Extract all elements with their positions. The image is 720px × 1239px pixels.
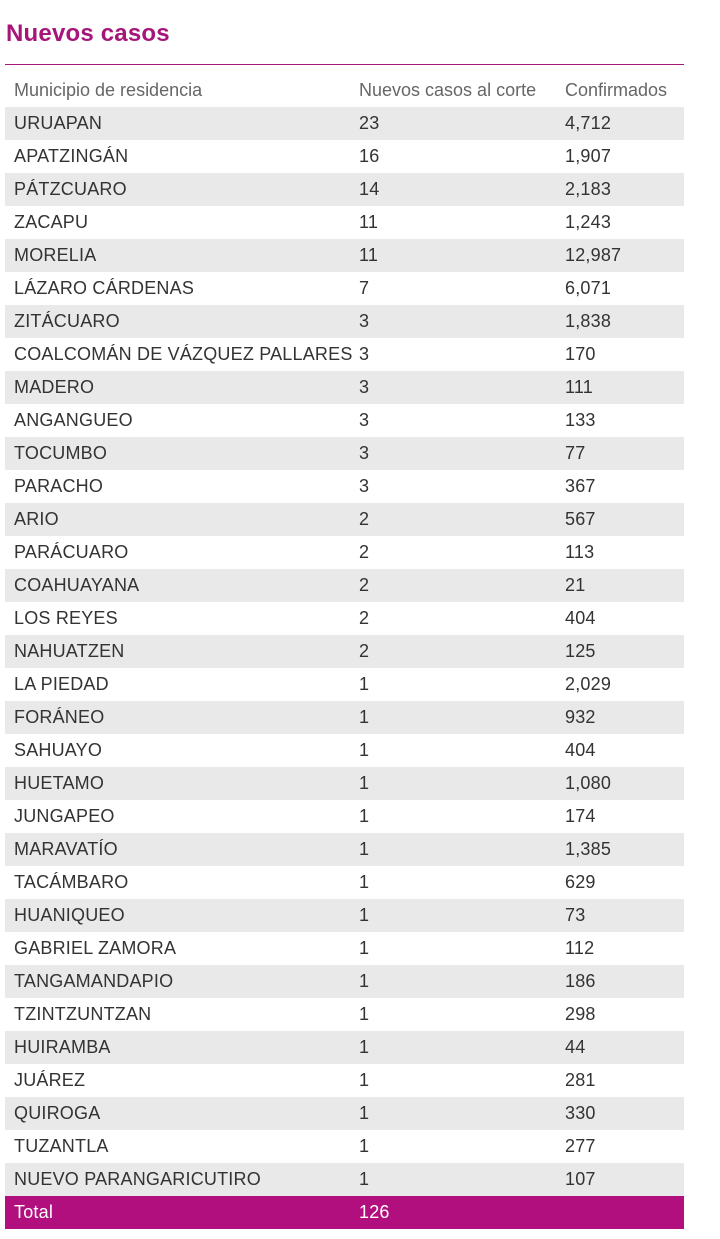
cell-confirmados: 1,838 <box>556 305 684 338</box>
cell-confirmados: 4,712 <box>556 107 684 140</box>
table-row <box>5 1163 684 1196</box>
cell-nuevos: 3 <box>350 338 556 371</box>
cell-nuevos: 1 <box>350 1130 556 1163</box>
cell-municipio: URUAPAN <box>5 107 350 140</box>
cell-nuevos: 1 <box>350 899 556 932</box>
cell-nuevos: 3 <box>350 470 556 503</box>
cell-confirmados: 2,183 <box>556 173 684 206</box>
cell-confirmados: 113 <box>556 536 684 569</box>
cell-municipio: FORÁNEO <box>5 701 350 734</box>
cell-nuevos: 3 <box>350 437 556 470</box>
table-row <box>5 635 684 668</box>
cell-nuevos: 2 <box>350 569 556 602</box>
cell-confirmados: 277 <box>556 1130 684 1163</box>
cell-municipio: LOS REYES <box>5 602 350 635</box>
cell-municipio: APATZINGÁN <box>5 140 350 173</box>
cell-confirmados: 367 <box>556 470 684 503</box>
table-body <box>5 107 684 1196</box>
table-row <box>5 668 684 701</box>
cell-nuevos: 1 <box>350 833 556 866</box>
cell-nuevos: 11 <box>350 206 556 239</box>
cell-nuevos: 3 <box>350 305 556 338</box>
cell-nuevos: 23 <box>350 107 556 140</box>
table-row <box>5 371 684 404</box>
cell-municipio: MORELIA <box>5 239 350 272</box>
cell-municipio: MARAVATÍO <box>5 833 350 866</box>
table-row <box>5 965 684 998</box>
cell-confirmados: 404 <box>556 602 684 635</box>
table-row <box>5 1097 684 1130</box>
table-row <box>5 866 684 899</box>
cell-nuevos: 1 <box>350 734 556 767</box>
cell-confirmados: 186 <box>556 965 684 998</box>
table-row <box>5 404 684 437</box>
cell-nuevos: 3 <box>350 371 556 404</box>
cell-nuevos: 1 <box>350 1163 556 1196</box>
table-row <box>5 767 684 800</box>
total-nuevos: 126 <box>350 1196 556 1229</box>
cell-municipio: MADERO <box>5 371 350 404</box>
table-row <box>5 1031 684 1064</box>
table-row <box>5 272 684 305</box>
cell-confirmados: 21 <box>556 569 684 602</box>
cell-nuevos: 1 <box>350 1031 556 1064</box>
cell-confirmados: 111 <box>556 371 684 404</box>
cell-confirmados: 112 <box>556 932 684 965</box>
header-confirmados: Confirmados <box>565 79 668 100</box>
cell-confirmados: 77 <box>556 437 684 470</box>
cell-municipio: HUANIQUEO <box>5 899 350 932</box>
table-row <box>5 140 684 173</box>
cell-municipio: HUETAMO <box>5 767 350 800</box>
table-row <box>5 305 684 338</box>
table-row <box>5 437 684 470</box>
header-municipio: Municipio de residencia <box>14 79 203 100</box>
cell-nuevos: 3 <box>350 404 556 437</box>
cell-nuevos: 16 <box>350 140 556 173</box>
cell-nuevos: 1 <box>350 998 556 1031</box>
cell-nuevos: 1 <box>350 965 556 998</box>
cell-confirmados: 281 <box>556 1064 684 1097</box>
cell-nuevos: 2 <box>350 602 556 635</box>
cell-nuevos: 1 <box>350 668 556 701</box>
table-row <box>5 338 684 371</box>
table-row <box>5 569 684 602</box>
table-row <box>5 503 684 536</box>
cell-confirmados: 6,071 <box>556 272 684 305</box>
cell-nuevos: 1 <box>350 1064 556 1097</box>
table-header <box>5 73 684 107</box>
cell-municipio: ARIO <box>5 503 350 536</box>
cell-nuevos: 11 <box>350 239 556 272</box>
cell-nuevos: 1 <box>350 866 556 899</box>
cell-municipio: LA PIEDAD <box>5 668 350 701</box>
table-row <box>5 173 684 206</box>
cell-nuevos: 2 <box>350 635 556 668</box>
cell-municipio: ANGANGUEO <box>5 404 350 437</box>
cell-nuevos: 1 <box>350 767 556 800</box>
table-row <box>5 536 684 569</box>
cell-confirmados: 1,080 <box>556 767 684 800</box>
cell-municipio: NUEVO PARANGARICUTIRO <box>5 1163 350 1196</box>
cell-municipio: COALCOMÁN DE VÁZQUEZ PALLARES <box>5 338 350 371</box>
table-row <box>5 1130 684 1163</box>
table-row <box>5 800 684 833</box>
cell-municipio: ZITÁCUARO <box>5 305 350 338</box>
total-confirmados <box>556 1196 684 1229</box>
total-row <box>5 1196 684 1229</box>
header-nuevos: Nuevos casos al corte <box>359 79 537 100</box>
cell-confirmados: 567 <box>556 503 684 536</box>
cell-nuevos: 1 <box>350 1097 556 1130</box>
cell-municipio: ZACAPU <box>5 206 350 239</box>
table-row <box>5 107 684 140</box>
cell-municipio: COAHUAYANA <box>5 569 350 602</box>
total-label: Total <box>5 1196 350 1229</box>
new-cases-table <box>5 73 684 1229</box>
cell-confirmados: 12,987 <box>556 239 684 272</box>
cell-municipio: PARACHO <box>5 470 350 503</box>
cell-confirmados: 1,907 <box>556 140 684 173</box>
cell-confirmados: 107 <box>556 1163 684 1196</box>
cell-nuevos: 1 <box>350 800 556 833</box>
table-row <box>5 602 684 635</box>
cell-municipio: PARÁCUARO <box>5 536 350 569</box>
cell-confirmados: 1,385 <box>556 833 684 866</box>
cell-municipio: NAHUATZEN <box>5 635 350 668</box>
cell-municipio: TZINTZUNTZAN <box>5 998 350 1031</box>
cell-municipio: TANGAMANDAPIO <box>5 965 350 998</box>
table-row <box>5 1064 684 1097</box>
cell-confirmados: 133 <box>556 404 684 437</box>
header-row <box>5 73 684 107</box>
cell-municipio: HUIRAMBA <box>5 1031 350 1064</box>
cell-confirmados: 330 <box>556 1097 684 1130</box>
cell-municipio: LÁZARO CÁRDENAS <box>5 272 350 305</box>
table-row <box>5 998 684 1031</box>
cell-municipio: PÁTZCUARO <box>5 173 350 206</box>
table-row <box>5 734 684 767</box>
cell-nuevos: 2 <box>350 536 556 569</box>
table-row <box>5 239 684 272</box>
cell-confirmados: 629 <box>556 866 684 899</box>
cell-confirmados: 44 <box>556 1031 684 1064</box>
cell-municipio: JUNGAPEO <box>5 800 350 833</box>
cell-confirmados: 2,029 <box>556 668 684 701</box>
cell-municipio: SAHUAYO <box>5 734 350 767</box>
cell-confirmados: 170 <box>556 338 684 371</box>
cell-municipio: TOCUMBO <box>5 437 350 470</box>
cell-municipio: JUÁREZ <box>5 1064 350 1097</box>
cell-nuevos: 14 <box>350 173 556 206</box>
cell-municipio: TUZANTLA <box>5 1130 350 1163</box>
table-row <box>5 206 684 239</box>
table-row <box>5 833 684 866</box>
cell-municipio: QUIROGA <box>5 1097 350 1130</box>
cell-confirmados: 73 <box>556 899 684 932</box>
cell-nuevos: 2 <box>350 503 556 536</box>
cell-confirmados: 404 <box>556 734 684 767</box>
table-row <box>5 701 684 734</box>
cell-confirmados: 298 <box>556 998 684 1031</box>
cell-nuevos: 7 <box>350 272 556 305</box>
cell-municipio: TACÁMBARO <box>5 866 350 899</box>
cell-confirmados: 1,243 <box>556 206 684 239</box>
table-row <box>5 932 684 965</box>
table-row <box>5 470 684 503</box>
title-divider <box>5 64 684 65</box>
cell-confirmados: 932 <box>556 701 684 734</box>
table-row <box>5 899 684 932</box>
cell-nuevos: 1 <box>350 932 556 965</box>
cell-nuevos: 1 <box>350 701 556 734</box>
page-title: Nuevos casos <box>6 20 170 47</box>
cell-confirmados: 174 <box>556 800 684 833</box>
cell-confirmados: 125 <box>556 635 684 668</box>
cell-municipio: GABRIEL ZAMORA <box>5 932 350 965</box>
table-footer <box>5 1196 684 1229</box>
